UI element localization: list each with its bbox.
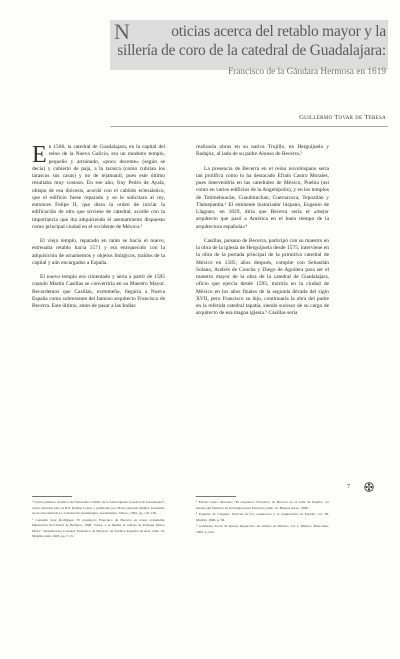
paragraph: El nuevo templo era cimentado y seria a partir de 1595 cuando Martín Casillas se convertiría en su Maestro Mayor. Recordemos que Casillas, extremeño, llegaría a Nueva España como sobrestante del famoso arquitecto Francisco de Becerra. Este último, antes de pasar a las Indias: [32, 274, 165, 309]
footnote: ⁵ Guillermo Tovar de Teresa: Repertorio de artistas en México, vol. I, México, Bancomer, 1995, p. 222.: [196, 524, 329, 534]
body-column-left: [32, 144, 165, 317]
author-name: Guillermo Tovar de Teresa: [299, 114, 386, 121]
body-column-right: [196, 144, 329, 325]
footnote-rule: [32, 496, 72, 497]
footnote: ⁴ Eugenio de Llaguno: Noticias de los arquitectos y la arquitectura en España, vol. III, Madrid, 1829, p. 56.: [196, 512, 329, 522]
title-text: oticias acerca del retablo mayor y la sillería de coro de la catedral de Guadalajara:: [117, 23, 386, 59]
paragraph: Casillas, paisano de Becerra, participó con su maestro en la obra de la iglesia de Herguijuela desde 1575; interviene en la obra de la portada principal de la primitiva catedral de México en 1585; años después, compite con Sebastián Solano, Andrés de Concha y Diego de Aguilera para ser el maestro mayor de la obra de la catedral de Guadalajara, oficio que ejercía desde 1595; moriría en la ciudad de México en los años finales de la segunda década del siglo XVII, pero Francisco su hijo, continuaría la obra del padre en la referida catedral tapatía, siendo sucesor de su cargo de arquitecto de esa magna iglesia.⁵ Casillas sería: [196, 237, 329, 317]
footnotes-left: [32, 500, 165, 541]
article-title: [114, 19, 386, 60]
footnote: ² Consulte José Rodríguez: El arquitecto Francisco de Becerra en etapa extremeña, Diputación Provincial de Badajoz, 1998. Véase, a la misma el trabajo de Enrique Marco Dorta: "Arquitectura Colonial. Francisco de Becerra" en Archivo Español de Arte, núm. 70, Madrid, entre 1943, pp. 7-15.: [32, 517, 165, 538]
drop-cap: E: [32, 142, 47, 168]
paragraph: En 1566, la catedral de Guadalajara, en la capital del reino de la Nueva Galicia, era un modesto templo, pequeño y arruinado, «poco decente» (según se decía) y cubierto de paja, a la tarasca (como cubrían los tarascos sus casas) y no de tejamanil, pues este último resultaba muy costoso. En ese año, fray Pedro de Ayala, obispo de esa diócesis, acordó con el cabildo eclesiástico, que el edificio fuese reparado y se le solicitara al rey, entonces Felipe II, que diera la orden de iniciar la edificación de otro que sirviese de catedral, acorde con la importancia que iba adquiriendo el asentamiento dispuesto como principal ciudad en el occidente de México.¹: [32, 142, 165, 230]
footnotes-right: [196, 500, 329, 536]
page-number: 7: [347, 484, 350, 490]
article-subtitle: Francisco de la Gándara Hermosa en 1619: [228, 67, 386, 77]
footnote-rule: [196, 496, 236, 497]
author-rule: [110, 126, 388, 127]
floral-ornament-icon: [364, 482, 374, 492]
footnote: ³ Efraín Castro Morales: "El arquitecto Francisco de Becerra en el valle de Puebla", en Anales del Instituto de Investigaciones Estéticas, núm. 15, Buenos Aires, 1968.: [196, 500, 329, 510]
paragraph: El viejo templo, reparado en tanto se hacía el nuevo, estrenaba retablo hacia 1571 y era enriquecido con la adquisición de ornamentos y objetos litúrgicos, traídos de la capital y aún encargados a España.: [32, 238, 165, 266]
paragraph: realizaría obras en su nativa Trujillo, en Herguijuela y Badajoz, al lado de su padre Alonso de Becerra.²: [196, 144, 329, 158]
footnote: ¹ Volver primero: Archivo del Venerable Cabildo de la Santa Iglesia Catedral de Guadalajara¹, varias décadas pero el R.P. Ramón López y publicado por Mario Antonio Muñoz González, en su obra titulada La Catedral de Guadalajara, Guadalajara, Jalisco, 1992, pp. 131-136.: [32, 500, 165, 515]
paragraph: La presencia de Becerra en el reino novohispano sería tan prolífica como lo ha destacado Efraín Castro Morales, pues intervendría en las catedrales de México, Puebla (así como en varios edificios de la Angelópolis), y en los templos de Totimehuacán, Cuauhtinchan, Cuernavaca, Tepoztlán y Tlalnepantla.³ El eminente historiador hispano, Eugenio de Llaguno, en 1829, diría que Becerra sería el «mejor arquitecto que pasó a América en el buen tiempo de la arquitectura española»⁴: [196, 165, 329, 230]
title-initial: N: [114, 19, 130, 44]
